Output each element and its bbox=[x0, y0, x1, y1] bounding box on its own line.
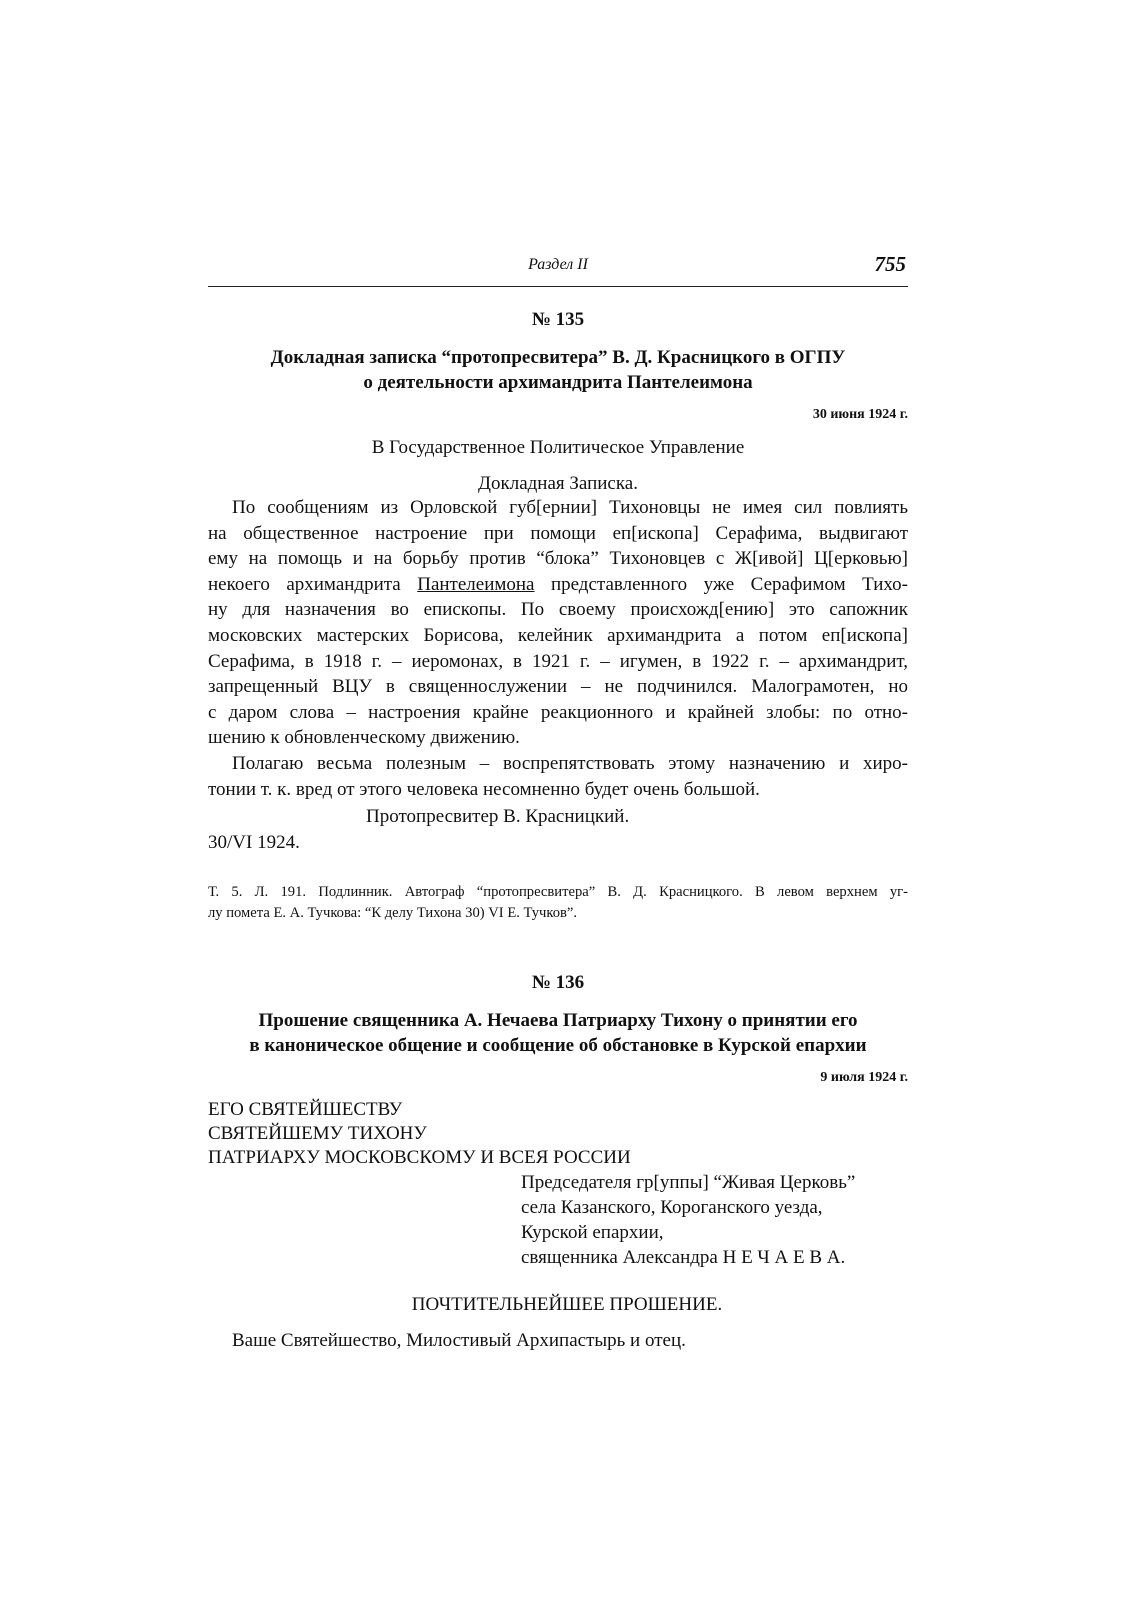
sender-line: села Казанского, Короганского уезда, bbox=[521, 1197, 823, 1219]
running-title: Раздел II bbox=[528, 256, 588, 273]
text-line: Полагаю весьма полезным – воспрепятствовать этому назначению и хиро- bbox=[232, 752, 908, 774]
text-line: шению к обновленческому движению. bbox=[208, 727, 520, 749]
text-line: на общественное настроение при помощи еп[ископа] Серафима, выдвигают bbox=[208, 522, 908, 544]
addressee-block bbox=[208, 1098, 908, 1170]
paragraph bbox=[208, 495, 908, 751]
text-fragment: некоего архимандрита bbox=[208, 573, 418, 595]
paragraph bbox=[208, 751, 908, 802]
text-line: По сообщениям из Орловской губ[ернии] Тихоновцы не имея сил повлиять bbox=[232, 497, 908, 518]
addressee-line: СВЯТЕЙШЕМУ ТИХОНУ bbox=[208, 1123, 427, 1145]
text-line: тонии т. к. вред от этого человека несомненно будет очень большой. bbox=[208, 778, 760, 800]
document-title bbox=[208, 1008, 908, 1058]
signature-date: 30/VI 1924. bbox=[208, 832, 300, 854]
addressee-line: ПАТРИАРХУ МОСКОВСКОМУ И ВСЕЯ РОССИИ bbox=[208, 1147, 631, 1169]
addressee: В Государственное Политическое Управление bbox=[371, 437, 745, 458]
sender-line: Председателя гр[уппы] “Живая Церковь” bbox=[521, 1172, 856, 1194]
sender-line: Курской епархии, bbox=[521, 1222, 664, 1244]
document-title bbox=[208, 345, 908, 395]
document-page bbox=[208, 250, 908, 1352]
memo-heading: Докладная Записка. bbox=[478, 473, 638, 494]
title-line: в каноническое общение и сообщение об обстановке в Курской епархии bbox=[249, 1035, 867, 1057]
text-line: ну для назначения во епископы. По своему происхожд[ению] это сапожник bbox=[208, 599, 908, 621]
underlined-name: Пантелеимона bbox=[417, 573, 535, 595]
petition-heading: ПОЧТИТЕЛЬНЕЙШЕЕ ПРОШЕНИЕ. bbox=[411, 1294, 723, 1316]
title-line: Докладная записка “протопресвитера” В. Д. Красницкого в ОГПУ bbox=[270, 347, 846, 368]
text-line: запрещенный ВЦУ в священнослужении – не подчинился. Малограмотен, но bbox=[208, 676, 908, 698]
document-136 bbox=[208, 972, 908, 1352]
text-line: ему на помощь и на борьбу против “блока” Тихоновцев с Ж[ивой] Ц[ерковью] bbox=[208, 548, 908, 570]
document-number: № 136 bbox=[531, 972, 585, 994]
document-135 bbox=[208, 309, 908, 924]
running-header bbox=[208, 250, 908, 287]
note-line: Т. 5. Л. 191. Подлинник. Автограф “протопресвитера” В. Д. Красницкого. В левом верхнем уг- bbox=[208, 884, 908, 901]
title-line: Прошение священника А. Нечаева Патриарху Тихону о принятии его bbox=[258, 1010, 858, 1032]
sender-line: священника Александра Н Е Ч А Е В А. bbox=[521, 1247, 846, 1269]
greeting: Ваше Святейшество, Милостивый Архипастырь и отец. bbox=[232, 1330, 686, 1352]
addressee-line: ЕГО СВЯТЕЙШЕСТВУ bbox=[208, 1099, 403, 1121]
archival-note bbox=[208, 882, 908, 924]
sender-block bbox=[208, 1170, 908, 1270]
text-line: с даром слова – настроения крайне реакционного и крайней злобы: по отно- bbox=[208, 701, 908, 723]
text-line: московских мастерских Борисова, келейник архимандрита а потом еп[ископа] bbox=[208, 624, 908, 646]
text-fragment: представленного уже Серафимом Тихо- bbox=[534, 573, 908, 595]
document-date: 30 июня 1924 г. bbox=[812, 407, 908, 422]
page-number: 755 bbox=[874, 252, 906, 276]
text-line bbox=[208, 572, 908, 598]
note-line: лу помета Е. А. Тучкова: “К делу Тихона 30) VI Е. Тучков”. bbox=[208, 905, 578, 922]
text-line: Серафима, в 1918 г. – иеромонах, в 1921 г. – игумен, в 1922 г. – архимандрит, bbox=[208, 650, 908, 672]
document-number: № 135 bbox=[531, 309, 585, 330]
document-date: 9 июля 1924 г. bbox=[820, 1070, 908, 1086]
title-line: о деятельности архимандрита Пантелеимона bbox=[363, 372, 753, 393]
signature: Протопресвитер В. Красницкий. bbox=[366, 806, 630, 828]
